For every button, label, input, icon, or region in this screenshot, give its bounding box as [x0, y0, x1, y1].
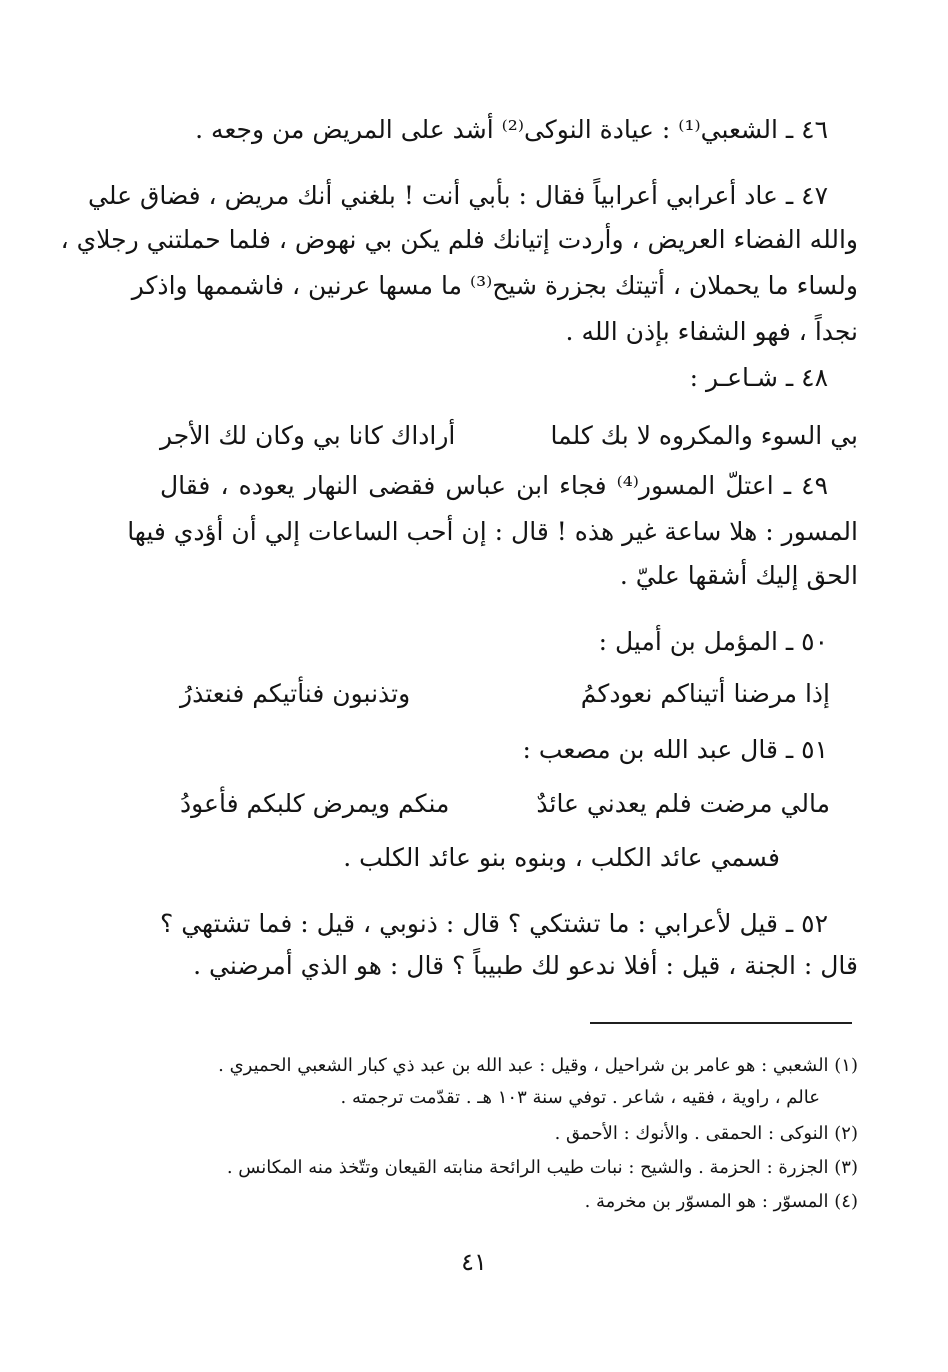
entry-48-intro: ٤٨ ـ شـاعـر : — [689, 363, 828, 392]
entry-48-verse — [160, 418, 858, 454]
entry-49-line-1: ٤٩ ـ اعتلّ المسور⁽⁴⁾ فجاء ابن عباس فقضى النهار يعوده ، فقال — [160, 471, 828, 500]
verse-first-hemistich: مالي مرضت فلم يعدني عائدٌ — [536, 789, 830, 818]
entry-51-intro: ٥١ ـ قال عبد الله بن مصعب : — [522, 735, 828, 764]
footnote-1: (١) الشعبي : هو عامر بن شراحيل ، وقيل : عبد الله بن عبد ذي كبار الشعبي الحميري . — [218, 1055, 858, 1076]
entry-47-line-1: ٤٧ ـ عاد أعرابي أعرابياً فقال : بأبي أنت ! بلغني أنك مريض ، فضاق علي — [87, 181, 828, 210]
footnote-2: (٢) النوكى : الحمقى . والأنوك : الأحمق . — [554, 1123, 858, 1144]
verse-second-hemistich: منكم ويمرض كلبكم فأعودُ — [180, 789, 450, 818]
footnote-3: (٣) الجزرة : الحزمة . والشيح : نبات طيب الرائحة منابته القيعان وتتّخذ منه المكانس . — [226, 1157, 858, 1178]
entry-47-line-3: ولساء ما يحملان ، أتيتك بجزرة شيح⁽³⁾ ما مسها عرنين ، فاشممها واذكر — [131, 271, 858, 300]
page-number: ٤١ — [461, 1248, 487, 1276]
entry-49-line-3: الحق إليك أشقها عليّ . — [619, 561, 858, 590]
verse-first-hemistich: بي السوء والمكروه لا بك كلما — [550, 421, 858, 450]
verse-second-hemistich: وتذنبون فنأتيكم فنعتذرُ — [180, 679, 411, 708]
entry-49-line-2: المسور : هلا ساعة غير هذه ! قال : إن أحب الساعات إلي أن أؤدي فيها — [127, 517, 858, 546]
entry-51-verse — [180, 786, 830, 822]
entry-50-intro: ٥٠ ـ المؤمل بن أميل : — [598, 627, 828, 656]
footnote-1-continued: عالم ، راوية ، فقيه ، شاعر . توفي سنة ١٠٣ هـ . تقدّمت ترجمته . — [340, 1087, 820, 1108]
footnote-4: (٤) المسوّر : هو المسوّر بن مخرمة . — [584, 1191, 858, 1212]
footnote-separator — [590, 1022, 852, 1024]
entry-50-verse — [180, 676, 830, 712]
verse-first-hemistich: إذا مرضنا أتيناكم نعودكمُ — [580, 679, 830, 708]
entry-52-line-1: ٥٢ ـ قيل لأعرابي : ما تشتكي ؟ قال : ذنوبي ، قيل : فما تشتهي ؟ — [160, 909, 828, 938]
entry-47-line-4: نجداً ، فهو الشفاء بإذن الله . — [565, 317, 858, 346]
entry-46: ٤٦ ـ الشعبي⁽¹⁾ : عيادة النوكى⁽²⁾ أشد على المريض من وجعه . — [195, 115, 828, 144]
verse-second-hemistich: أراداك كانا بي وكان لك الأجر — [160, 421, 456, 450]
entry-52-line-2: قال : الجنة ، قيل : أفلا ندعو لك طبيباً ؟ قال : هو الذي أمرضني . — [193, 951, 858, 980]
entry-51-note: فسمي عائد الكلب ، وبنوه بنو عائد الكلب . — [343, 843, 780, 872]
entry-47-line-2: والله الفضاء العريض ، وأردت إتيانك فلم يكن بي نهوض ، فلما حملتني رجلاي ، — [60, 225, 858, 254]
